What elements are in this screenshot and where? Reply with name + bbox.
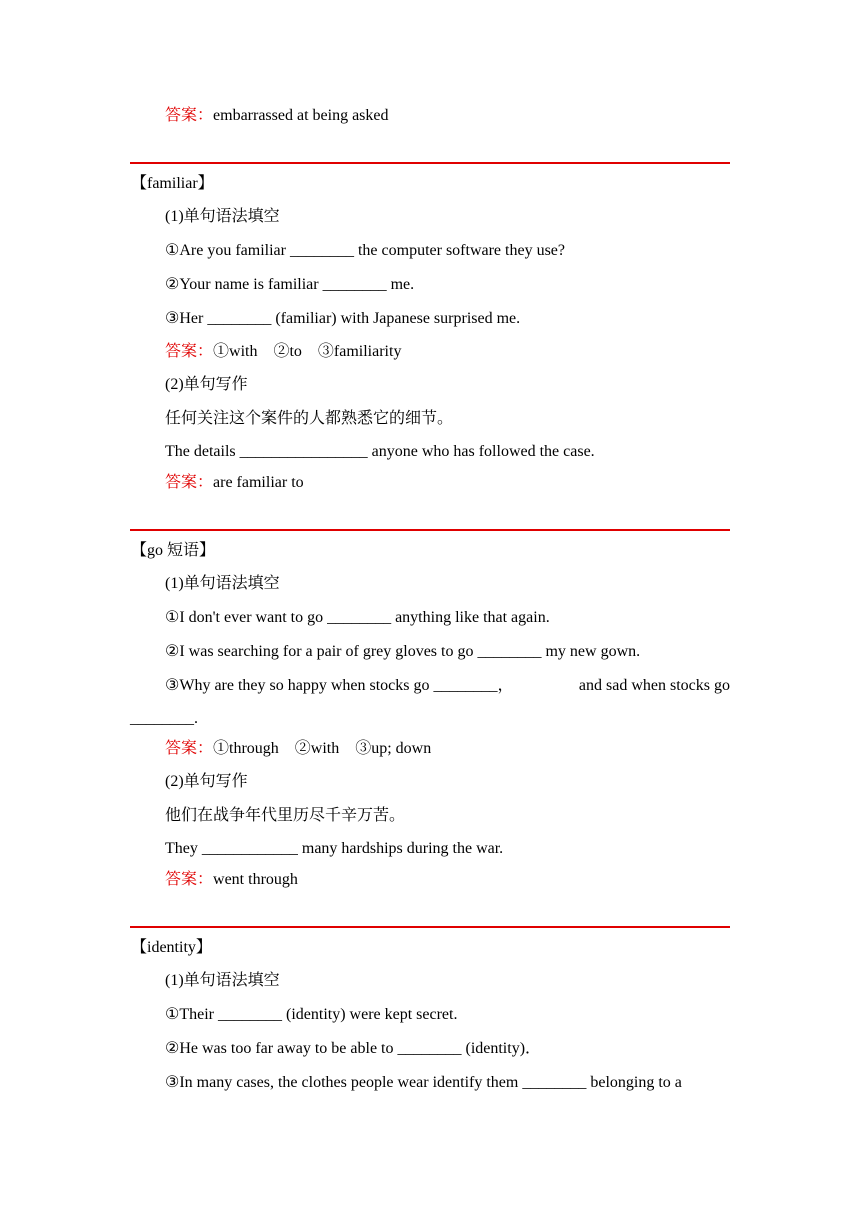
- answer-text: ①through ②with ③up; down: [213, 740, 432, 757]
- section-divider: [130, 529, 730, 531]
- question-item: ③In many cases, the clothes people wear identify them ________ belonging to a: [165, 1074, 682, 1091]
- question-item: ①Their ________ (identity) were kept secret.: [165, 1006, 458, 1023]
- answer-label: 答案：: [165, 474, 214, 491]
- answer-line: [165, 342, 401, 362]
- question-item: [165, 676, 730, 696]
- writing-sentence: The details ________________ anyone who has followed the case.: [165, 443, 595, 460]
- answer-text: ①with ②to ③familiarity: [213, 343, 402, 360]
- section-heading-go: 【go 短语】: [131, 542, 216, 559]
- question-continuation: ________.: [130, 710, 198, 727]
- answer-label: 答案：: [165, 740, 214, 757]
- answer-line: [165, 870, 298, 890]
- question-text: and sad when stocks go: [578, 677, 730, 694]
- question-item: ②Your name is familiar ________ me.: [165, 276, 415, 293]
- section-heading-familiar: 【familiar】: [131, 175, 214, 192]
- part-title: (1)单句语法填空: [165, 575, 280, 592]
- question-item: ③Her ________ (familiar) with Japanese surprised me.: [165, 310, 521, 327]
- part-title: (1)单句语法填空: [165, 208, 280, 225]
- section-divider: [130, 162, 730, 164]
- part-title: (1)单句语法填空: [165, 972, 280, 989]
- section-heading-identity: 【identity】: [131, 939, 212, 956]
- answer-label: 答案：: [165, 871, 214, 888]
- question-item: ①Are you familiar ________ the computer software they use?: [165, 242, 565, 259]
- answer-line: [165, 739, 431, 759]
- chinese-prompt: 他们在战争年代里历尽千辛万苦。: [165, 807, 406, 824]
- question-text: ③Why are they so happy when stocks go ________，: [165, 677, 514, 694]
- answer-label: 答案：: [165, 343, 214, 360]
- answer-text: embarrassed at being asked: [213, 107, 389, 124]
- section-divider: [130, 926, 730, 928]
- part-title: (2)单句写作: [165, 376, 248, 393]
- part-title: (2)单句写作: [165, 773, 248, 790]
- question-item: ②He was too far away to be able to ________ (identity)．: [165, 1040, 542, 1057]
- answer-text: are familiar to: [213, 474, 304, 491]
- answer-line: [165, 473, 304, 493]
- question-item: ①I don't ever want to go ________ anything like that again.: [165, 609, 550, 626]
- answer-text: went through: [213, 871, 298, 888]
- chinese-prompt: 任何关注这个案件的人都熟悉它的细节。: [165, 410, 454, 427]
- question-item: ②I was searching for a pair of grey gloves to go ________ my new gown.: [165, 643, 641, 660]
- writing-sentence: They ____________ many hardships during the war.: [165, 840, 504, 857]
- answer-line: [165, 106, 389, 126]
- answer-label: 答案：: [165, 107, 214, 124]
